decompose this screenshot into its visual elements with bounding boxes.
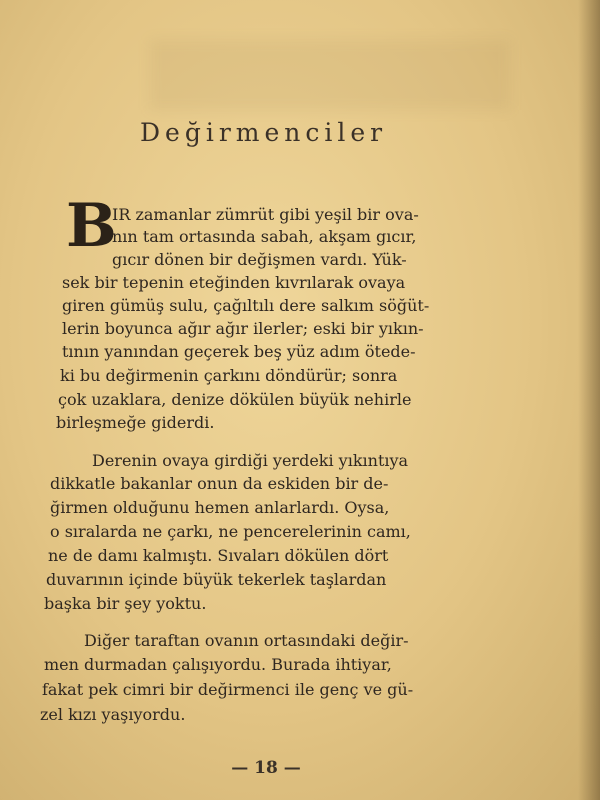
text-line: Derenin ovaya girdiği yerdeki yıkıntıya	[92, 451, 409, 470]
text-line: sek bir tepenin eteğinden kıvrılarak ovaya	[62, 273, 406, 292]
text-line: ğirmen olduğunu hemen anlarlardı. Oysa,	[50, 498, 390, 517]
text-line: lerin boyunca ağır ağır ilerler; eski bir yıkın-	[62, 319, 424, 338]
text-line: o sıralarda ne çarkı, ne pencerelerinin camı,	[50, 522, 411, 541]
text-line: dikkatle bakanlar onun da eskiden bir de-	[50, 474, 389, 493]
chapter-title: Değirmenciler	[140, 118, 388, 147]
drop-cap: B	[66, 191, 117, 261]
text-line: fakat pek cimri bir değirmenci ile genç ve gü-	[42, 680, 414, 699]
text-line: başka bir şey yoktu.	[44, 594, 207, 613]
text-line: birleşmeğe giderdi.	[56, 413, 215, 432]
text-line: Diğer taraftan ovanın ortasındaki değir-	[84, 631, 409, 650]
text-line: ki bu değirmenin çarkını döndürür; sonra	[60, 366, 398, 385]
text-line: IR zamanlar zümrüt gibi yeşil bir ova-	[112, 205, 419, 224]
text-line: men durmadan çalışıyordu. Burada ihtiyar,	[44, 655, 392, 674]
show-through-text	[150, 40, 510, 110]
page-number: — 18 —	[231, 758, 301, 778]
text-line: zel kızı yaşıyordu.	[40, 705, 186, 724]
text-line: ne de damı kalmıştı. Sıvaları dökülen dört	[48, 546, 389, 565]
text-line: nın tam ortasında sabah, akşam gıcır,	[112, 227, 417, 246]
text-line: giren gümüş sulu, çağıltılı dere salkım söğüt-	[62, 296, 430, 315]
page-edge-shadow	[578, 0, 600, 800]
text-line: tının yanından geçerek beş yüz adım ötede-	[62, 342, 416, 361]
text-line: çok uzaklara, denize dökülen büyük nehirle	[58, 390, 412, 409]
text-line: duvarının içinde büyük tekerlek taşlardan	[46, 570, 387, 589]
text-line: gıcır dönen bir değişmen vardı. Yük-	[112, 250, 407, 269]
